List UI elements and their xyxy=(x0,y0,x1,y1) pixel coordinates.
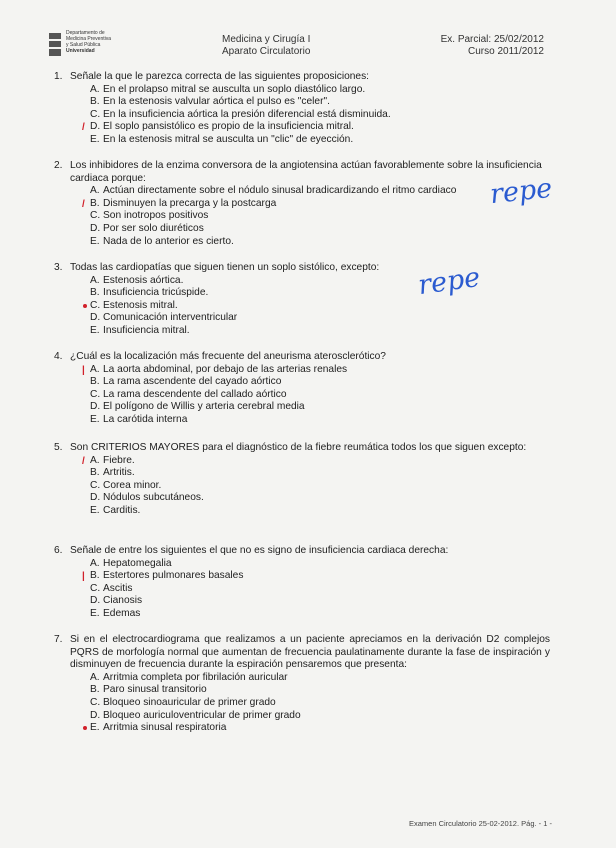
option-letter: D. xyxy=(90,709,101,721)
option-letter: A. xyxy=(90,83,100,95)
option-letter: D. xyxy=(90,312,101,324)
option-d xyxy=(82,121,550,134)
question-4 xyxy=(54,351,550,427)
option-letter: E. xyxy=(90,504,100,516)
option-letter: A. xyxy=(90,363,100,375)
option-text: La rama ascendente del cayado aórtico xyxy=(103,376,282,388)
option-a xyxy=(90,185,550,198)
answer-mark xyxy=(83,726,87,730)
option-text: En la insuficiencia aórtica la presión diferencial está disminuida. xyxy=(103,108,391,120)
question-text: ¿Cuál es la localización más frecuente del aneurisma aterosclerótico? xyxy=(70,351,386,362)
answer-mark: / xyxy=(82,198,85,210)
option-a xyxy=(82,454,550,468)
logo-line: y Salud Pública xyxy=(66,42,101,48)
option-text: Bloqueo auriculoventricular de primer grado xyxy=(103,709,301,721)
option-text: La carótida interna xyxy=(103,413,188,425)
option-text: Disminuyen la precarga y la postcarga xyxy=(103,197,277,209)
option-e xyxy=(90,134,550,147)
question-number: 1. xyxy=(54,71,63,82)
option-text: Estenosis mitral. xyxy=(103,299,178,311)
option-e xyxy=(90,236,550,249)
option-letter: B. xyxy=(90,96,100,108)
option-letter: A. xyxy=(90,454,100,466)
logo-line: Departamento de xyxy=(66,30,105,36)
question-text: Los inhibidores de la enzima conversora de la angiotensina actúan favorablemente sobre la insuficiencia cardiaca porque: xyxy=(70,160,542,184)
question-number: 3. xyxy=(54,262,63,273)
option-letter: D. xyxy=(90,222,101,234)
question-number: 6. xyxy=(54,545,63,556)
question-5 xyxy=(54,442,550,518)
option-text: Estertores pulmonares basales xyxy=(103,570,244,582)
answer-mark: / xyxy=(82,122,85,134)
option-letter: B. xyxy=(90,467,100,479)
header-course-year: Curso 2011/2012 xyxy=(468,46,544,57)
header-subject: Medicina y Cirugía I xyxy=(222,34,311,45)
option-letter: E. xyxy=(90,235,100,247)
question-text: Señale de entre los siguientes el que no es signo de insuficiencia cardiaca derecha: xyxy=(70,545,449,556)
option-text: Ascitis xyxy=(103,582,133,594)
option-d xyxy=(90,492,550,505)
question-number: 5. xyxy=(54,442,63,453)
option-text: Carditis. xyxy=(103,504,141,516)
question-stem xyxy=(54,160,550,185)
options-list xyxy=(82,363,550,427)
answer-mark: | xyxy=(82,571,85,583)
option-text: En la estenosis valvular aórtica el pulso es "celer". xyxy=(103,96,330,108)
question-2 xyxy=(54,160,550,248)
option-text: Por ser solo diuréticos xyxy=(103,222,204,234)
option-letter: B. xyxy=(90,197,100,209)
option-text: El soplo pansistólico es propio de la insuficiencia mitral. xyxy=(103,121,354,133)
question-stem xyxy=(54,545,550,558)
option-text: Fiebre. xyxy=(103,454,135,466)
option-letter: C. xyxy=(90,210,101,222)
option-text: Paro sinusal transitorio xyxy=(103,684,207,696)
options-list xyxy=(82,83,550,147)
option-d xyxy=(90,223,550,236)
option-c xyxy=(90,389,550,402)
option-text: Bloqueo sinoauricular de primer grado xyxy=(103,696,276,708)
option-text: El polígono de Willis y arteria cerebral media xyxy=(103,401,305,413)
options-list xyxy=(90,672,550,735)
option-a xyxy=(90,672,550,685)
option-b xyxy=(90,684,550,697)
option-a xyxy=(90,558,550,571)
question-7 xyxy=(54,634,550,735)
option-c xyxy=(90,109,550,122)
question-number: 7. xyxy=(54,634,63,645)
option-text: Edemas xyxy=(103,607,141,619)
option-letter: A. xyxy=(90,557,100,569)
question-number: 4. xyxy=(54,351,63,362)
question-number: 2. xyxy=(54,160,63,171)
option-letter: D. xyxy=(90,121,101,133)
logo-line: Universidad xyxy=(66,48,95,54)
handwritten-note: repe xyxy=(416,261,483,302)
option-letter: B. xyxy=(90,376,100,388)
question-text: Si en el electrocardiograma que realizamos a un paciente apreciamos en la derivación D2 complejos PQRS de morfología normal que aumentan de frecuencia paulatinamente durante la fase de inspiración y disminuyen de frecuencia durante la espiración pensaremos que presenta: xyxy=(70,634,550,671)
option-text: Corea minor. xyxy=(103,479,162,491)
answer-mark: | xyxy=(82,364,85,376)
option-text: Artritis. xyxy=(103,467,135,479)
logo-line: Medicina Preventiva xyxy=(66,36,112,42)
header-exam-date: Ex. Parcial: 25/02/2012 xyxy=(440,34,544,45)
option-e xyxy=(90,325,550,338)
option-letter: E. xyxy=(90,607,100,619)
question-text: Señale la que le parezca correcta de las siguientes proposiciones: xyxy=(70,71,370,82)
option-letter: E. xyxy=(90,324,100,336)
option-letter: B. xyxy=(90,684,100,696)
option-letter: D. xyxy=(90,401,101,413)
option-letter: C. xyxy=(90,582,101,594)
options-list xyxy=(82,557,550,621)
answer-mark: / xyxy=(82,455,85,467)
option-b xyxy=(90,376,550,389)
options-list xyxy=(90,275,550,338)
option-letter: A. xyxy=(90,185,100,197)
option-b xyxy=(82,197,550,211)
option-letter: E. xyxy=(90,722,100,734)
option-c xyxy=(90,480,550,493)
option-e xyxy=(90,608,550,621)
question-text: Son CRITERIOS MAYORES para el diagnóstico de la fiebre reumática todos los que siguen excepto: xyxy=(70,442,527,453)
option-letter: C. xyxy=(90,108,101,120)
option-b xyxy=(90,96,550,109)
option-text: La rama descendente del callado aórtico xyxy=(103,388,287,400)
option-e xyxy=(90,722,550,735)
option-text: Comunicación interventricular xyxy=(103,312,238,324)
handwritten-note: repe xyxy=(488,172,554,211)
option-letter: C. xyxy=(90,696,101,708)
option-letter: C. xyxy=(90,299,101,311)
question-stem xyxy=(54,634,550,672)
option-d xyxy=(90,595,550,608)
option-letter: C. xyxy=(90,388,101,400)
option-text: La aorta abdominal, por debajo de las arterias renales xyxy=(103,363,348,375)
option-text: Insuficiencia mitral. xyxy=(103,324,190,336)
option-a xyxy=(90,84,550,97)
option-c xyxy=(90,300,550,313)
question-stem xyxy=(54,71,550,84)
university-logo xyxy=(48,30,138,62)
header-exam-info xyxy=(441,34,544,58)
option-letter: C. xyxy=(90,479,101,491)
option-letter: D. xyxy=(90,492,101,504)
option-text: Arritmia completa por fibrilación auricular xyxy=(103,671,288,683)
options-list xyxy=(82,454,550,518)
option-c xyxy=(90,210,550,223)
university-crest-icon xyxy=(48,32,62,58)
answer-mark xyxy=(83,304,87,308)
page-footer: Examen Circulatorio 25-02-2012. Pág. - 1 - xyxy=(409,819,552,828)
header-unit: Aparato Circulatorio xyxy=(222,46,311,57)
header-course xyxy=(222,34,310,58)
option-letter: D. xyxy=(90,595,101,607)
question-1 xyxy=(54,71,550,147)
question-6 xyxy=(54,545,550,621)
option-text: Cianosis xyxy=(103,595,143,607)
question-text: Todas las cardiopatías que siguen tienen un soplo sistólico, excepto: xyxy=(70,262,380,273)
option-text: En el prolapso mitral se ausculta un soplo diastólico largo. xyxy=(103,83,366,95)
option-b xyxy=(82,570,550,583)
option-d xyxy=(90,710,550,723)
question-stem xyxy=(54,351,550,364)
option-text: En la estenosis mitral se ausculta un "clic" de eyección. xyxy=(103,133,354,145)
option-letter: B. xyxy=(90,570,100,582)
question-stem xyxy=(54,442,550,455)
option-text: Insuficiencia tricúspide. xyxy=(103,287,209,299)
option-d xyxy=(90,312,550,325)
option-text: Nada de lo anterior es cierto. xyxy=(103,235,234,247)
option-letter: E. xyxy=(90,413,100,425)
option-c xyxy=(90,583,550,596)
option-e xyxy=(90,505,550,518)
option-d xyxy=(90,401,550,414)
option-text: Actúan directamente sobre el nódulo sinusal bradicardizando el ritmo cardiaco xyxy=(103,185,457,197)
option-text: Nódulos subcutáneos. xyxy=(103,492,204,504)
option-letter: A. xyxy=(90,274,100,286)
options-list xyxy=(82,185,550,248)
option-letter: A. xyxy=(90,671,100,683)
option-letter: E. xyxy=(90,133,100,145)
option-a xyxy=(82,363,550,377)
option-text: Estenosis aórtica. xyxy=(103,274,184,286)
option-text: Son inotropos positivos xyxy=(103,210,209,222)
option-text: Arritmia sinusal respiratoria xyxy=(103,722,227,734)
option-e xyxy=(90,414,550,427)
option-c xyxy=(90,697,550,710)
option-letter: B. xyxy=(90,287,100,299)
option-b xyxy=(90,467,550,480)
option-text: Hepatomegalia xyxy=(103,557,172,569)
